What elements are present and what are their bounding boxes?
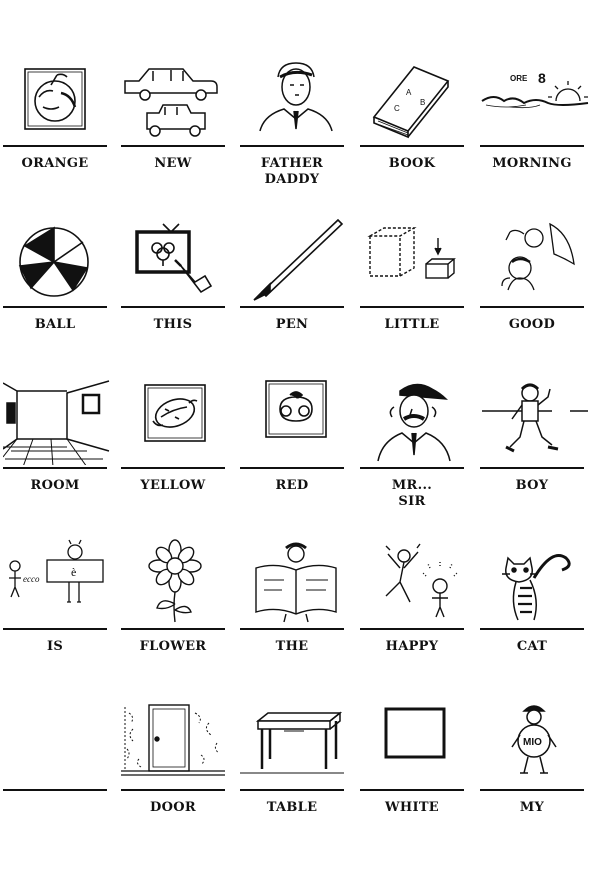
children-sign-icon [3,538,113,626]
card-cat [480,533,590,694]
row-5 [0,694,600,855]
card-book [360,50,470,211]
divider-line [240,628,344,630]
word-label: IS [46,639,64,654]
word-label: YELLOW [140,478,206,493]
angel-icon [480,216,590,304]
vocabulary-grid [0,50,600,855]
room-icon [3,377,113,465]
word-label: DOOR [150,800,196,815]
book-icon [360,55,470,143]
word-label: BOY [515,478,549,493]
word-label: FLOWER [139,639,207,654]
divider-line [480,467,584,469]
card-morning [480,50,590,211]
word-label: LITTLE [384,317,440,332]
row-3 [0,372,600,533]
card-little [360,211,470,372]
table-icon [240,699,350,787]
card-happy [360,533,470,694]
divider-line [121,628,225,630]
box-icon [360,216,470,304]
word-label: HAPPY [385,639,439,654]
svg-text:A: A [406,88,412,97]
card-orange [3,50,113,211]
word-label: THIS [153,317,193,332]
divider-line [480,789,584,791]
card-table [240,694,350,855]
card-father-daddy [240,50,350,211]
orange-icon [3,55,113,143]
tomato-icon [240,377,350,465]
card-good [480,211,590,372]
divider-line [240,306,344,308]
svg-text:B: B [420,98,426,107]
divider-line [360,306,464,308]
card-this [121,211,231,372]
card-room [3,372,113,533]
divider-line [240,145,344,147]
word-label: GOOD [508,317,556,332]
man-sign-icon [480,699,590,787]
divider-line [121,467,225,469]
divider-line [480,306,584,308]
divider-line [360,628,464,630]
divider-line [121,789,225,791]
ball-icon [3,216,113,304]
divider-line [360,467,464,469]
svg-text:MIO: MIO [523,737,542,748]
card-new [121,50,231,211]
pen-icon [240,216,350,304]
divider-line [121,306,225,308]
row-1 [0,50,600,211]
word-label: MR... SIR [391,478,433,509]
word-label: WHITE [384,800,440,815]
jumping-child-icon [360,538,470,626]
divider-line [480,628,584,630]
card-yellow [121,372,231,533]
pointing-picture-icon [121,216,231,304]
word-label: PEN [275,317,309,332]
word-label: THE [275,639,309,654]
word-label: TABLE [266,800,318,815]
word-label: RED [275,478,309,493]
flower-icon [121,538,231,626]
card-the [240,533,350,694]
sunrise-icon [480,55,590,143]
divider-line [360,145,464,147]
father-icon [240,55,350,143]
svg-text:è: è [71,565,77,579]
svg-text:8: 8 [538,70,546,86]
cars-icon [121,55,231,143]
word-label: MORNING [492,156,572,171]
card-pen [240,211,350,372]
word-label: BALL [34,317,76,332]
white-square-icon [360,699,470,787]
card-ball [3,211,113,372]
divider-line [3,467,107,469]
boy-icon [480,377,590,465]
svg-text:C: C [394,104,400,113]
card-is [3,533,113,694]
divider-line [3,628,107,630]
divider-line [121,145,225,147]
word-label: CAT [516,639,548,654]
svg-text:ORE: ORE [510,74,528,83]
word-label: MY [519,800,545,815]
lemon-icon [121,377,231,465]
divider-line [360,789,464,791]
card-my [480,694,590,855]
card-red [240,372,350,533]
divider-line [3,789,107,791]
empty-picture-area [3,699,113,787]
word-label: BOOK [388,156,436,171]
door-icon [121,699,231,787]
card-white [360,694,470,855]
svg-text:ecco: ecco [23,574,40,584]
divider-line [480,145,584,147]
gentleman-icon [360,377,470,465]
reading-child-icon [240,538,350,626]
word-label: ORANGE [21,156,89,171]
card-blank [3,694,113,855]
divider-line [3,145,107,147]
word-label: FATHER DADDY [260,156,324,187]
row-2 [0,211,600,372]
card-flower [121,533,231,694]
card-door [121,694,231,855]
card-mr-sir [360,372,470,533]
divider-line [3,306,107,308]
divider-line [240,789,344,791]
cat-icon [480,538,590,626]
card-boy [480,372,590,533]
row-4 [0,533,600,694]
word-label: NEW [154,156,192,171]
word-label: ROOM [30,478,80,493]
divider-line [240,467,344,469]
